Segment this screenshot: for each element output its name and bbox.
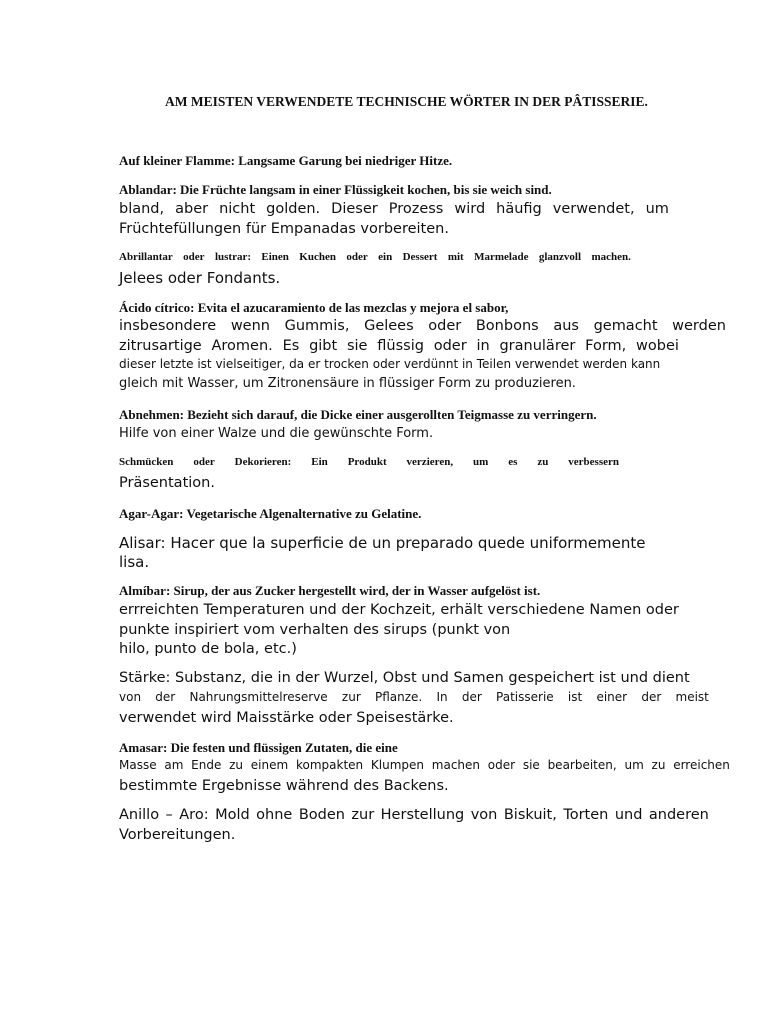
word: aber bbox=[175, 201, 209, 217]
word: lustrar: bbox=[214, 251, 251, 263]
word: Marmelade bbox=[474, 251, 529, 263]
word: verbessern bbox=[568, 456, 619, 468]
word: Produkt bbox=[347, 456, 387, 468]
word: Dessert bbox=[402, 251, 438, 263]
word: kompakten bbox=[295, 758, 364, 772]
term-schmuecken bbox=[119, 456, 619, 468]
word: zitrusartige bbox=[119, 338, 202, 354]
word: sie bbox=[522, 758, 540, 772]
word: machen. bbox=[591, 251, 631, 263]
word: Patisserie bbox=[496, 690, 554, 704]
word: Kuchen bbox=[299, 251, 336, 263]
word: Mold bbox=[215, 807, 250, 823]
word: Bonbons bbox=[475, 318, 539, 334]
word: zu bbox=[651, 758, 666, 772]
word: Boden bbox=[298, 807, 345, 823]
word: ohne bbox=[256, 807, 293, 823]
text-line: gleich mit Wasser, um Zitronensäure in flüssiger Form zu produzieren. bbox=[119, 376, 576, 391]
term-abnehmen: Abnehmen: Bezieht sich darauf, die Dicke einer ausgerollten Teigmasse zu verringern. bbox=[119, 407, 597, 422]
term-acido-citrico: Ácido cítrico: Evita el azucaramiento de las mezclas y mejora el sabor, bbox=[119, 300, 509, 315]
word: nicht bbox=[219, 201, 256, 217]
word: um bbox=[473, 456, 489, 468]
text-line: Präsentation. bbox=[119, 475, 215, 491]
word: In bbox=[436, 690, 448, 704]
word: gemacht bbox=[593, 318, 658, 334]
word: anderen bbox=[648, 807, 709, 823]
word: Abrillantar bbox=[119, 251, 173, 263]
word: flüssig bbox=[377, 338, 424, 354]
word: verzieren, bbox=[406, 456, 454, 468]
word: wird bbox=[454, 201, 486, 217]
word: Pflanze. bbox=[375, 690, 423, 704]
word: Aromen. bbox=[211, 338, 273, 354]
text-line: punkte inspiriert vom verhalten des sirups (punkt von bbox=[119, 622, 511, 638]
word: glanzvoll bbox=[538, 251, 582, 263]
word: einer bbox=[596, 690, 628, 704]
term-agar-agar: Agar-Agar: Vegetarische Algenalternative zu Gelatine. bbox=[119, 506, 422, 521]
text-line: dieser letzte ist vielseitiger, da er trocken oder verdünnt in Teilen verwendet werden kann bbox=[119, 357, 661, 371]
word: oder bbox=[183, 251, 205, 263]
word: gibt bbox=[309, 338, 338, 354]
text-line bbox=[119, 201, 669, 217]
word: Es bbox=[282, 338, 300, 354]
word: zur bbox=[341, 690, 361, 704]
word: – bbox=[165, 807, 173, 823]
text-line bbox=[119, 690, 709, 704]
word: Einen bbox=[261, 251, 289, 263]
word: erreichen bbox=[673, 758, 730, 772]
word: oder bbox=[346, 251, 368, 263]
word: Nahrungsmittelreserve bbox=[189, 690, 328, 704]
word: um bbox=[645, 201, 669, 217]
term-ablandar: Ablandar: Die Früchte langsam in einer Flüssigkeit kochen, bis sie weich sind. bbox=[119, 182, 552, 197]
word: es bbox=[508, 456, 518, 468]
word: Herstellung bbox=[380, 807, 465, 823]
word: golden. bbox=[266, 201, 321, 217]
word: der bbox=[461, 690, 482, 704]
text-line: verwendet wird Maisstärke oder Speisestärke. bbox=[119, 710, 454, 726]
text-line bbox=[119, 318, 726, 334]
text-line: Vorbereitungen. bbox=[119, 827, 236, 843]
word: Gummis, bbox=[284, 318, 350, 334]
word: Form, bbox=[585, 338, 627, 354]
word: am bbox=[164, 758, 184, 772]
word: werden bbox=[672, 318, 726, 334]
word: zu bbox=[229, 758, 244, 772]
word: mit bbox=[447, 251, 464, 263]
word: Prozess bbox=[388, 201, 444, 217]
text-line: hilo, punto de bola, etc.) bbox=[119, 641, 297, 657]
term-alisar: Alisar: Hacer que la superficie de un preparado quede uniformemente bbox=[119, 534, 646, 552]
word: der bbox=[155, 690, 176, 704]
word: Ein bbox=[311, 456, 328, 468]
word: insbesondere bbox=[119, 318, 217, 334]
text-line: errreichten Temperaturen und der Kochzeit, erhält verschiedene Namen oder bbox=[119, 602, 679, 618]
word: oder bbox=[428, 318, 462, 334]
word: Anillo bbox=[119, 807, 160, 823]
word: wobei bbox=[636, 338, 679, 354]
word: und bbox=[614, 807, 643, 823]
text-line: bestimmte Ergebnisse während des Backens. bbox=[119, 778, 449, 794]
term-auf-kleiner-flamme: Auf kleiner Flamme: Langsame Garung bei niedriger Hitze. bbox=[119, 153, 453, 168]
word: von bbox=[119, 690, 142, 704]
text-line bbox=[119, 338, 679, 354]
term-anillo bbox=[119, 807, 709, 823]
text-line bbox=[119, 758, 730, 772]
word: Masse bbox=[119, 758, 157, 772]
word: in bbox=[476, 338, 490, 354]
word: Biskuit, bbox=[503, 807, 557, 823]
word: Klumpen bbox=[370, 758, 425, 772]
word: oder bbox=[433, 338, 467, 354]
term-amasar: Amasar: Die festen und flüssigen Zutaten, die eine bbox=[119, 740, 398, 755]
word: Torten bbox=[563, 807, 609, 823]
text-line: Früchtefüllungen für Empanadas vorbereiten. bbox=[119, 221, 449, 237]
word: bland, bbox=[119, 201, 165, 217]
word: zur bbox=[351, 807, 375, 823]
word: Schmücken bbox=[119, 456, 174, 468]
term-almibar: Almíbar: Sirup, der aus Zucker hergestellt wird, der in Wasser aufgelöst ist. bbox=[119, 583, 541, 598]
word: zu bbox=[537, 456, 549, 468]
word: um bbox=[624, 758, 644, 772]
word: Gelees bbox=[364, 318, 414, 334]
word: Ende bbox=[191, 758, 222, 772]
word: granulärer bbox=[499, 338, 576, 354]
word: Dieser bbox=[331, 201, 378, 217]
word: ist bbox=[567, 690, 583, 704]
word: verwendet, bbox=[552, 201, 635, 217]
word: machen bbox=[431, 758, 481, 772]
text-line: Hilfe von einer Walze und die gewünschte Form. bbox=[119, 426, 434, 441]
word: wenn bbox=[230, 318, 270, 334]
word: oder bbox=[487, 758, 516, 772]
word: meist bbox=[675, 690, 709, 704]
word: Aro: bbox=[179, 807, 209, 823]
term-staerke: Stärke: Substanz, die in der Wurzel, Obst und Samen gespeichert ist und dient bbox=[119, 670, 690, 686]
term-abrillantar bbox=[119, 251, 631, 263]
word: häufig bbox=[496, 201, 542, 217]
word: bearbeiten, bbox=[547, 758, 617, 772]
document-title: AM MEISTEN VERWENDETE TECHNISCHE WÖRTER IN DER PÂTISSERIE. bbox=[165, 94, 648, 109]
word: sie bbox=[346, 338, 368, 354]
word: der bbox=[641, 690, 662, 704]
word: von bbox=[470, 807, 498, 823]
word: oder bbox=[193, 456, 215, 468]
word: ein bbox=[378, 251, 393, 263]
word: aus bbox=[553, 318, 579, 334]
text-line: lisa. bbox=[119, 553, 150, 571]
text-line: Jelees oder Fondants. bbox=[119, 269, 281, 287]
word: einem bbox=[250, 758, 289, 772]
word: Dekorieren: bbox=[234, 456, 292, 468]
